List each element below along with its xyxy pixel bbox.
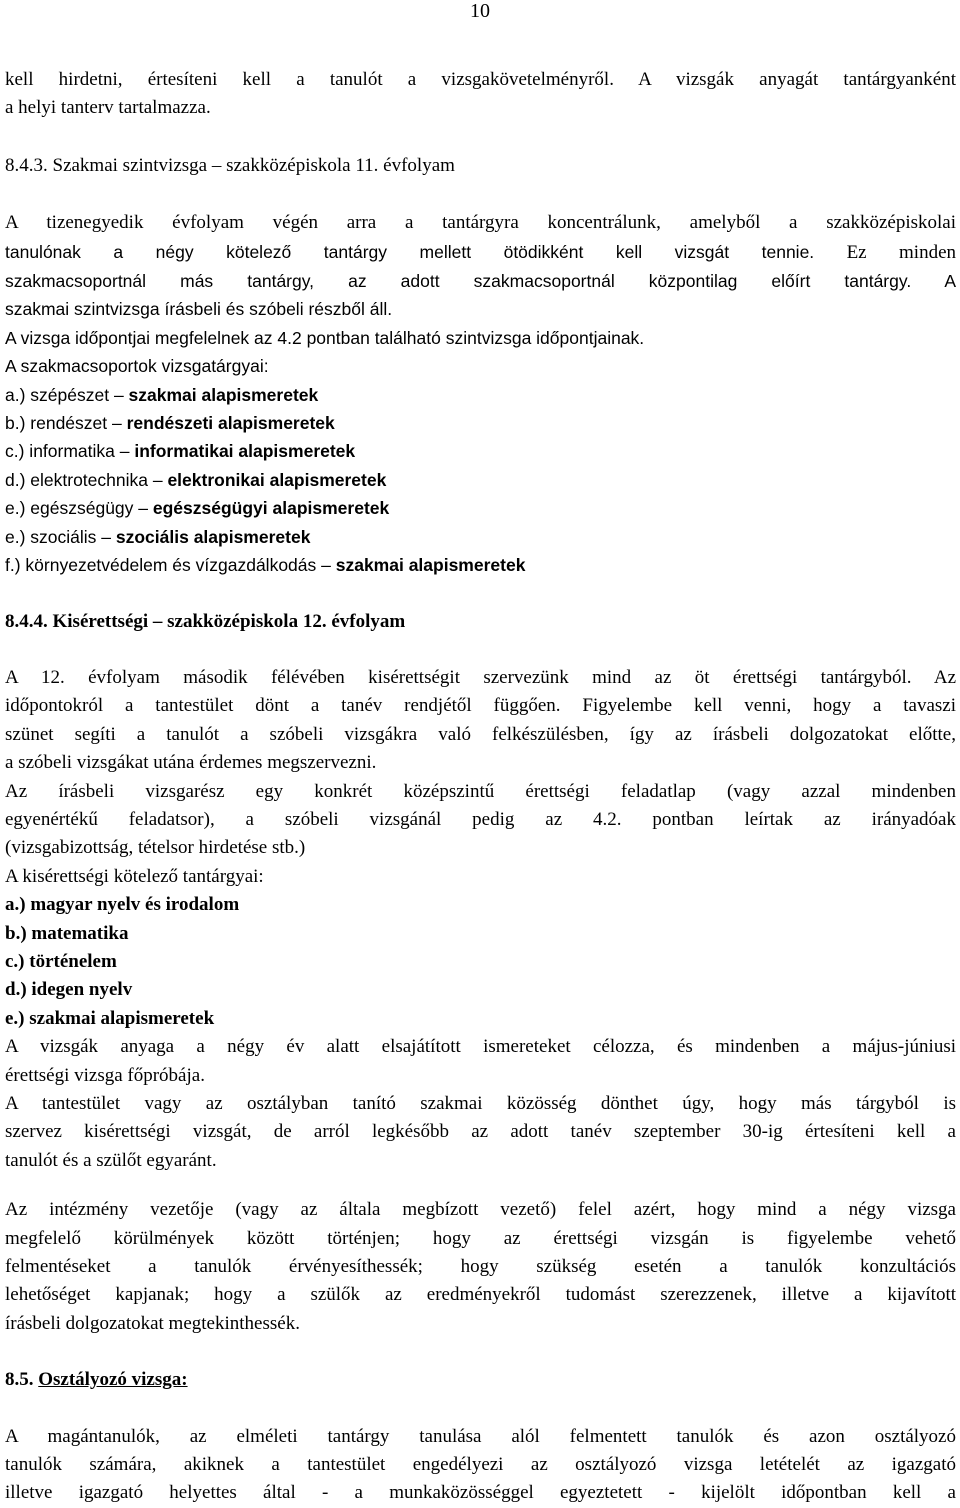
section-heading-85 [5,1366,956,1394]
list-item-subject: elektronikai alapismeretek [167,469,387,490]
paragraph-line: A 12. évfolyam második félévében kisérettségit szervezünk mind az öt érettségi tantárgyból. Az [5,666,956,688]
list-item-prefix: c.) informatika – [5,441,135,462]
list-item [5,551,956,579]
list-item [5,523,956,551]
list-item-subject: szociális alapismeretek [115,526,311,547]
list-item-prefix: a.) szépészet – [5,384,129,405]
list-item: d.) idegen nyelv [5,979,133,1001]
subjects-intro: A szakmacsoportok vizsgatárgyai: [5,356,269,377]
matura-subject-list [5,891,956,1033]
list-item-subject: rendészeti alapismeretek [126,413,335,434]
paragraph-line: A tantestület vagy az osztályban tanító szakmai közösség dönthet úgy, hogy más tárgyból is [5,1093,956,1114]
page-number: 10 [470,0,490,22]
paragraph-line: A vizsgák anyaga a négy év alatt elsajátított ismereteket célozza, és mindenben a május-júniusi [5,1036,956,1058]
list-item: b.) matematika [5,922,129,944]
paragraph-line: időpontokról a tantestület dönt a tanév rendjétől függően. Figyelembe kell venni, hogy a tavaszi [5,695,956,717]
paragraph-text: szakmacsoportnál más tantárgy, az adott szakmacsoportnál központilag előírt tantárgy. [5,271,912,292]
paragraph-line: Az írásbeli vizsgarész egy konkrét középszintű érettségi feladatlap (vagy azzal mindenben [5,780,956,802]
list-item: e.) szakmai alapismeretek [5,1007,215,1029]
section-number: 8.5. [5,1369,34,1391]
list-item: c.) történelem [5,950,117,972]
section-title: Osztályozó vizsga: [38,1369,188,1391]
paragraph-line: (vizsgabizottság, tételsor hirdetése stb.) [5,837,306,859]
list-item-subject: egészségügyi alapismeretek [152,498,390,519]
list-item: a.) magyar nyelv és irodalom [5,894,240,916]
paragraph-line: írásbeli dolgozatokat megtekinthessék. [5,1312,300,1334]
paragraph-line: a szóbeli vizsgákat utána érdemes megszervezni. [5,752,377,774]
paragraph-text: A [944,271,956,292]
list-item-subject: informatikai alapismeretek [134,441,356,462]
paragraph-line: egyenértékű feladatsor), a szóbeli vizsgánál pedig az 4.2. pontban leírtak az irányadóak [5,808,956,830]
list-item [5,494,956,522]
section-heading-843: 8.4.3. Szakmai szintvizsga – szakközépiskola 11. évfolyam [5,154,455,176]
list-item [5,437,956,465]
paragraph-line: szervez kisérettségi vizsgát, de arról legkésőbb az adott tanév szeptember 30-ig értesíteni kell a [5,1121,956,1143]
exam-dates-line: A vizsga időpontjai megfelelnek az 4.2 pontban található szintvizsga időpontjainak. [5,327,645,348]
vocational-subject-list [5,381,956,580]
list-item-prefix: e.) szociális – [5,526,116,547]
paragraph-line: tanulók számára, akiknek a tantestület engedélyezi az osztályozó vizsga letételét az igazgató [5,1454,956,1476]
paragraph-line: tanulót és a szülőt egyaránt. [5,1149,217,1171]
paragraph-line: felmentéseket a tanulók érvényesíthessék; hogy szükség esetén a tanulók konzultációs [5,1256,956,1278]
list-item-subject: szakmai alapismeretek [335,555,526,576]
list-item-prefix: e.) egészségügy – [5,498,153,519]
paragraph-line: Az intézmény vezetője (vagy az általa megbízott vezető) felel azért, hogy mind a négy vizsga [5,1199,956,1221]
list-item-prefix: f.) környezetvédelem és vízgazdálkodás – [5,555,336,576]
paragraph-line: A tizenegyedik évfolyam végén arra a tantárgyra koncentrálunk, amelyből a szakközépiskolai [5,212,956,234]
paragraph-text: Ez minden [846,241,957,263]
list-item [5,466,956,494]
paragraph-text: tanulónak a négy kötelező tantárgy mellett ötödikként kell vizsgát tennie. [5,241,815,262]
paragraph-line: érettségi vizsga főpróbája. [5,1064,205,1086]
paragraph-line: szakmai szintvizsga írásbeli és szóbeli részből áll. [5,299,393,320]
document-body [5,66,956,1508]
paragraph-line: lehetőséget kapjanak; hogy a szülők az eredményekről tudomást szerezzenek, illetve a kijavított [5,1284,956,1306]
intro-line: a helyi tanterv tartalmazza. [5,97,211,119]
paragraph-line [5,267,956,295]
list-item-prefix: d.) elektrotechnika – [5,469,168,490]
paragraph-line: illetve igazgató helyettes által - a munkaközösséggel egyeztetett - kijelölt időpontban kell a [5,1482,956,1504]
section-heading-844: 8.4.4. Kisérettségi – szakközépiskola 12. évfolyam [5,610,406,632]
paragraph-line: szünet segíti a tanulót a szóbeli vizsgákra való felkészülésben, így az írásbeli dolgozatokat előtte, [5,723,956,745]
list-item [5,409,956,437]
list-item-prefix: b.) rendészet – [5,413,127,434]
intro-line: kell hirdetni, értesíteni kell a tanulót a vizsgakövetelményről. A vizsgák anyagát tantárgyanként [5,69,956,90]
paragraph-line [5,238,956,267]
subjects-intro: A kisérettségi kötelező tantárgyai: [5,865,264,887]
list-item-subject: szakmai alapismeretek [128,384,319,405]
list-item [5,381,956,409]
paragraph-line: A magántanulók, az elméleti tantárgy tanulása alól felmentett tanulók és azon osztályozó [5,1425,956,1447]
paragraph-line: megfelelő körülmények között történjen; hogy az érettségi vizsgán is figyelembe vehető [5,1227,956,1249]
